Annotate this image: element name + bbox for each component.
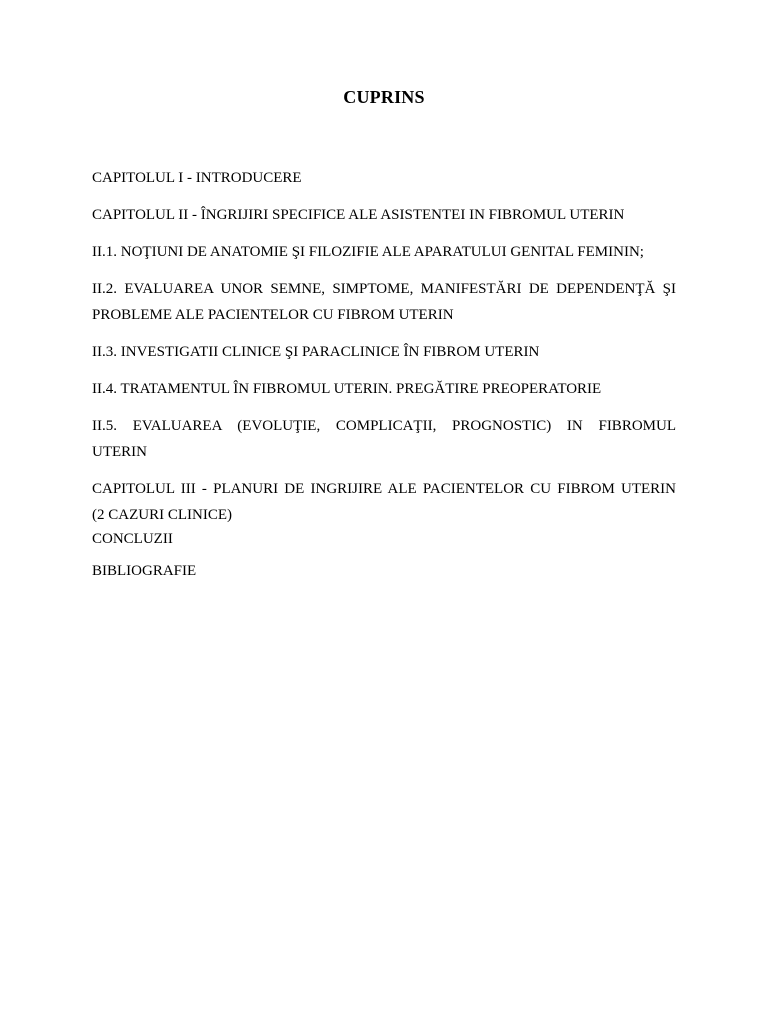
- toc-entry-chapter-3: [92, 476, 676, 528]
- toc-entry-conclusions: CONCLUZII: [92, 531, 173, 547]
- toc-entry-line: UTERIN: [92, 444, 147, 460]
- toc-entry-section-2-2: [92, 276, 676, 328]
- toc-entry-chapter-2: CAPITOLUL II - ÎNGRIJIRI SPECIFICE ALE ASISTENTEI IN FIBROMUL UTERIN: [92, 207, 625, 223]
- toc-entry-line: II.2. EVALUAREA UNOR SEMNE, SIMPTOME, MANIFESTĂRI DE DEPENDENŢĂ ŞI: [92, 281, 676, 297]
- toc-entry-line: CAPITOLUL III - PLANURI DE INGRIJIRE ALE PACIENTELOR CU FIBROM UTERIN: [92, 481, 676, 497]
- page-title: CUPRINS: [343, 87, 425, 107]
- toc-entry-section-2-3: II.3. INVESTIGATII CLINICE ŞI PARACLINICE ÎN FIBROM UTERIN: [92, 344, 540, 360]
- toc-entry-section-2-5: [92, 413, 676, 465]
- toc-entry-line: II.5. EVALUAREA (EVOLUŢIE, COMPLICAŢII, PROGNOSTIC) IN FIBROMUL: [92, 418, 676, 434]
- toc-entry-bibliography: BIBLIOGRAFIE: [92, 563, 197, 579]
- toc-entry-line: PROBLEME ALE PACIENTELOR CU FIBROM UTERIN: [92, 307, 454, 323]
- toc-entry-section-2-4: II.4. TRATAMENTUL ÎN FIBROMUL UTERIN. PREGĂTIRE PREOPERATORIE: [92, 381, 602, 397]
- toc-entry-section-2-1: II.1. NOŢIUNI DE ANATOMIE ŞI FILOZIFIE ALE APARATULUI GENITAL FEMININ;: [92, 244, 644, 260]
- toc-entry-chapter-1: CAPITOLUL I - INTRODUCERE: [92, 170, 302, 186]
- toc-entry-line: (2 CAZURI CLINICE): [92, 507, 232, 523]
